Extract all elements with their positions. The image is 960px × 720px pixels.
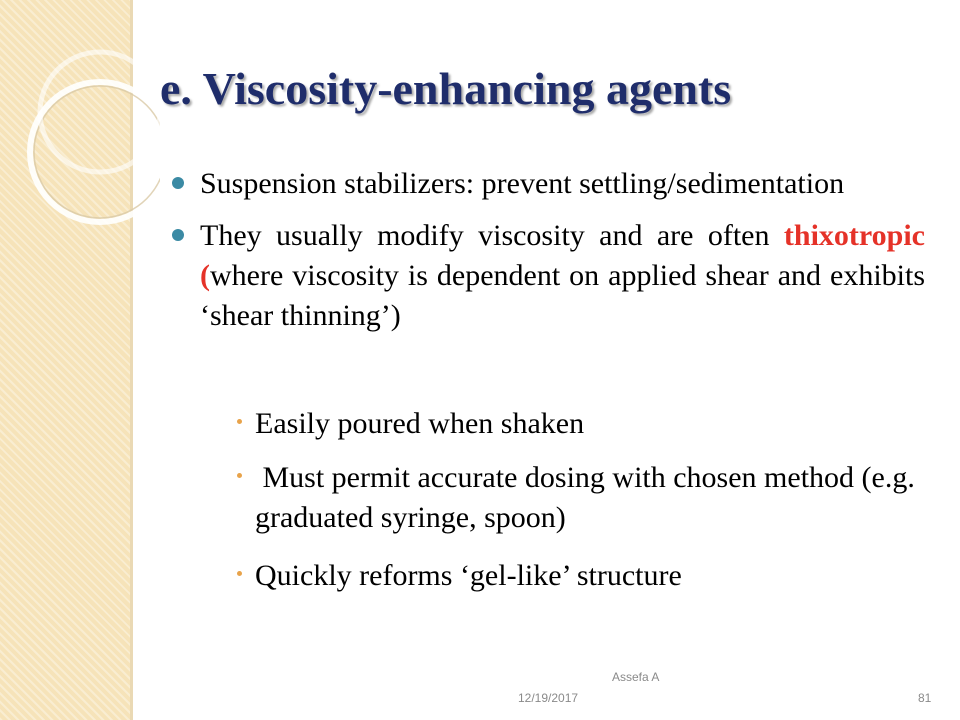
bullet-text: They usually modify viscosity and are often [200, 219, 784, 252]
sub-bullet-item: Quickly reforms ‘gel-like’ structure [255, 556, 925, 596]
bullet-list [200, 164, 925, 336]
sub-bullet-item: Must permit accurate dosing with chosen method (e.g. graduated syringe, spoon) [255, 458, 925, 538]
slide-title: e. Viscosity-enhancing agents [160, 63, 732, 114]
footer-date: 12/19/2017 [518, 691, 579, 705]
thixotropic-highlight: thixotropic ( [200, 219, 925, 292]
footer-author: Assefa A [612, 670, 660, 684]
footer-page-number: 81 [918, 691, 932, 705]
bullet-text: Suspension stabilizers: prevent settling/sedimentation [200, 167, 845, 200]
bullet-item [200, 216, 925, 336]
decorative-circles [0, 0, 160, 260]
bullet-item [200, 164, 925, 204]
bullet-text: where viscosity is dependent on applied shear and exhibits ‘shear thinning’) [200, 259, 925, 332]
sub-bullet-item: Easily poured when shaken [255, 404, 925, 444]
